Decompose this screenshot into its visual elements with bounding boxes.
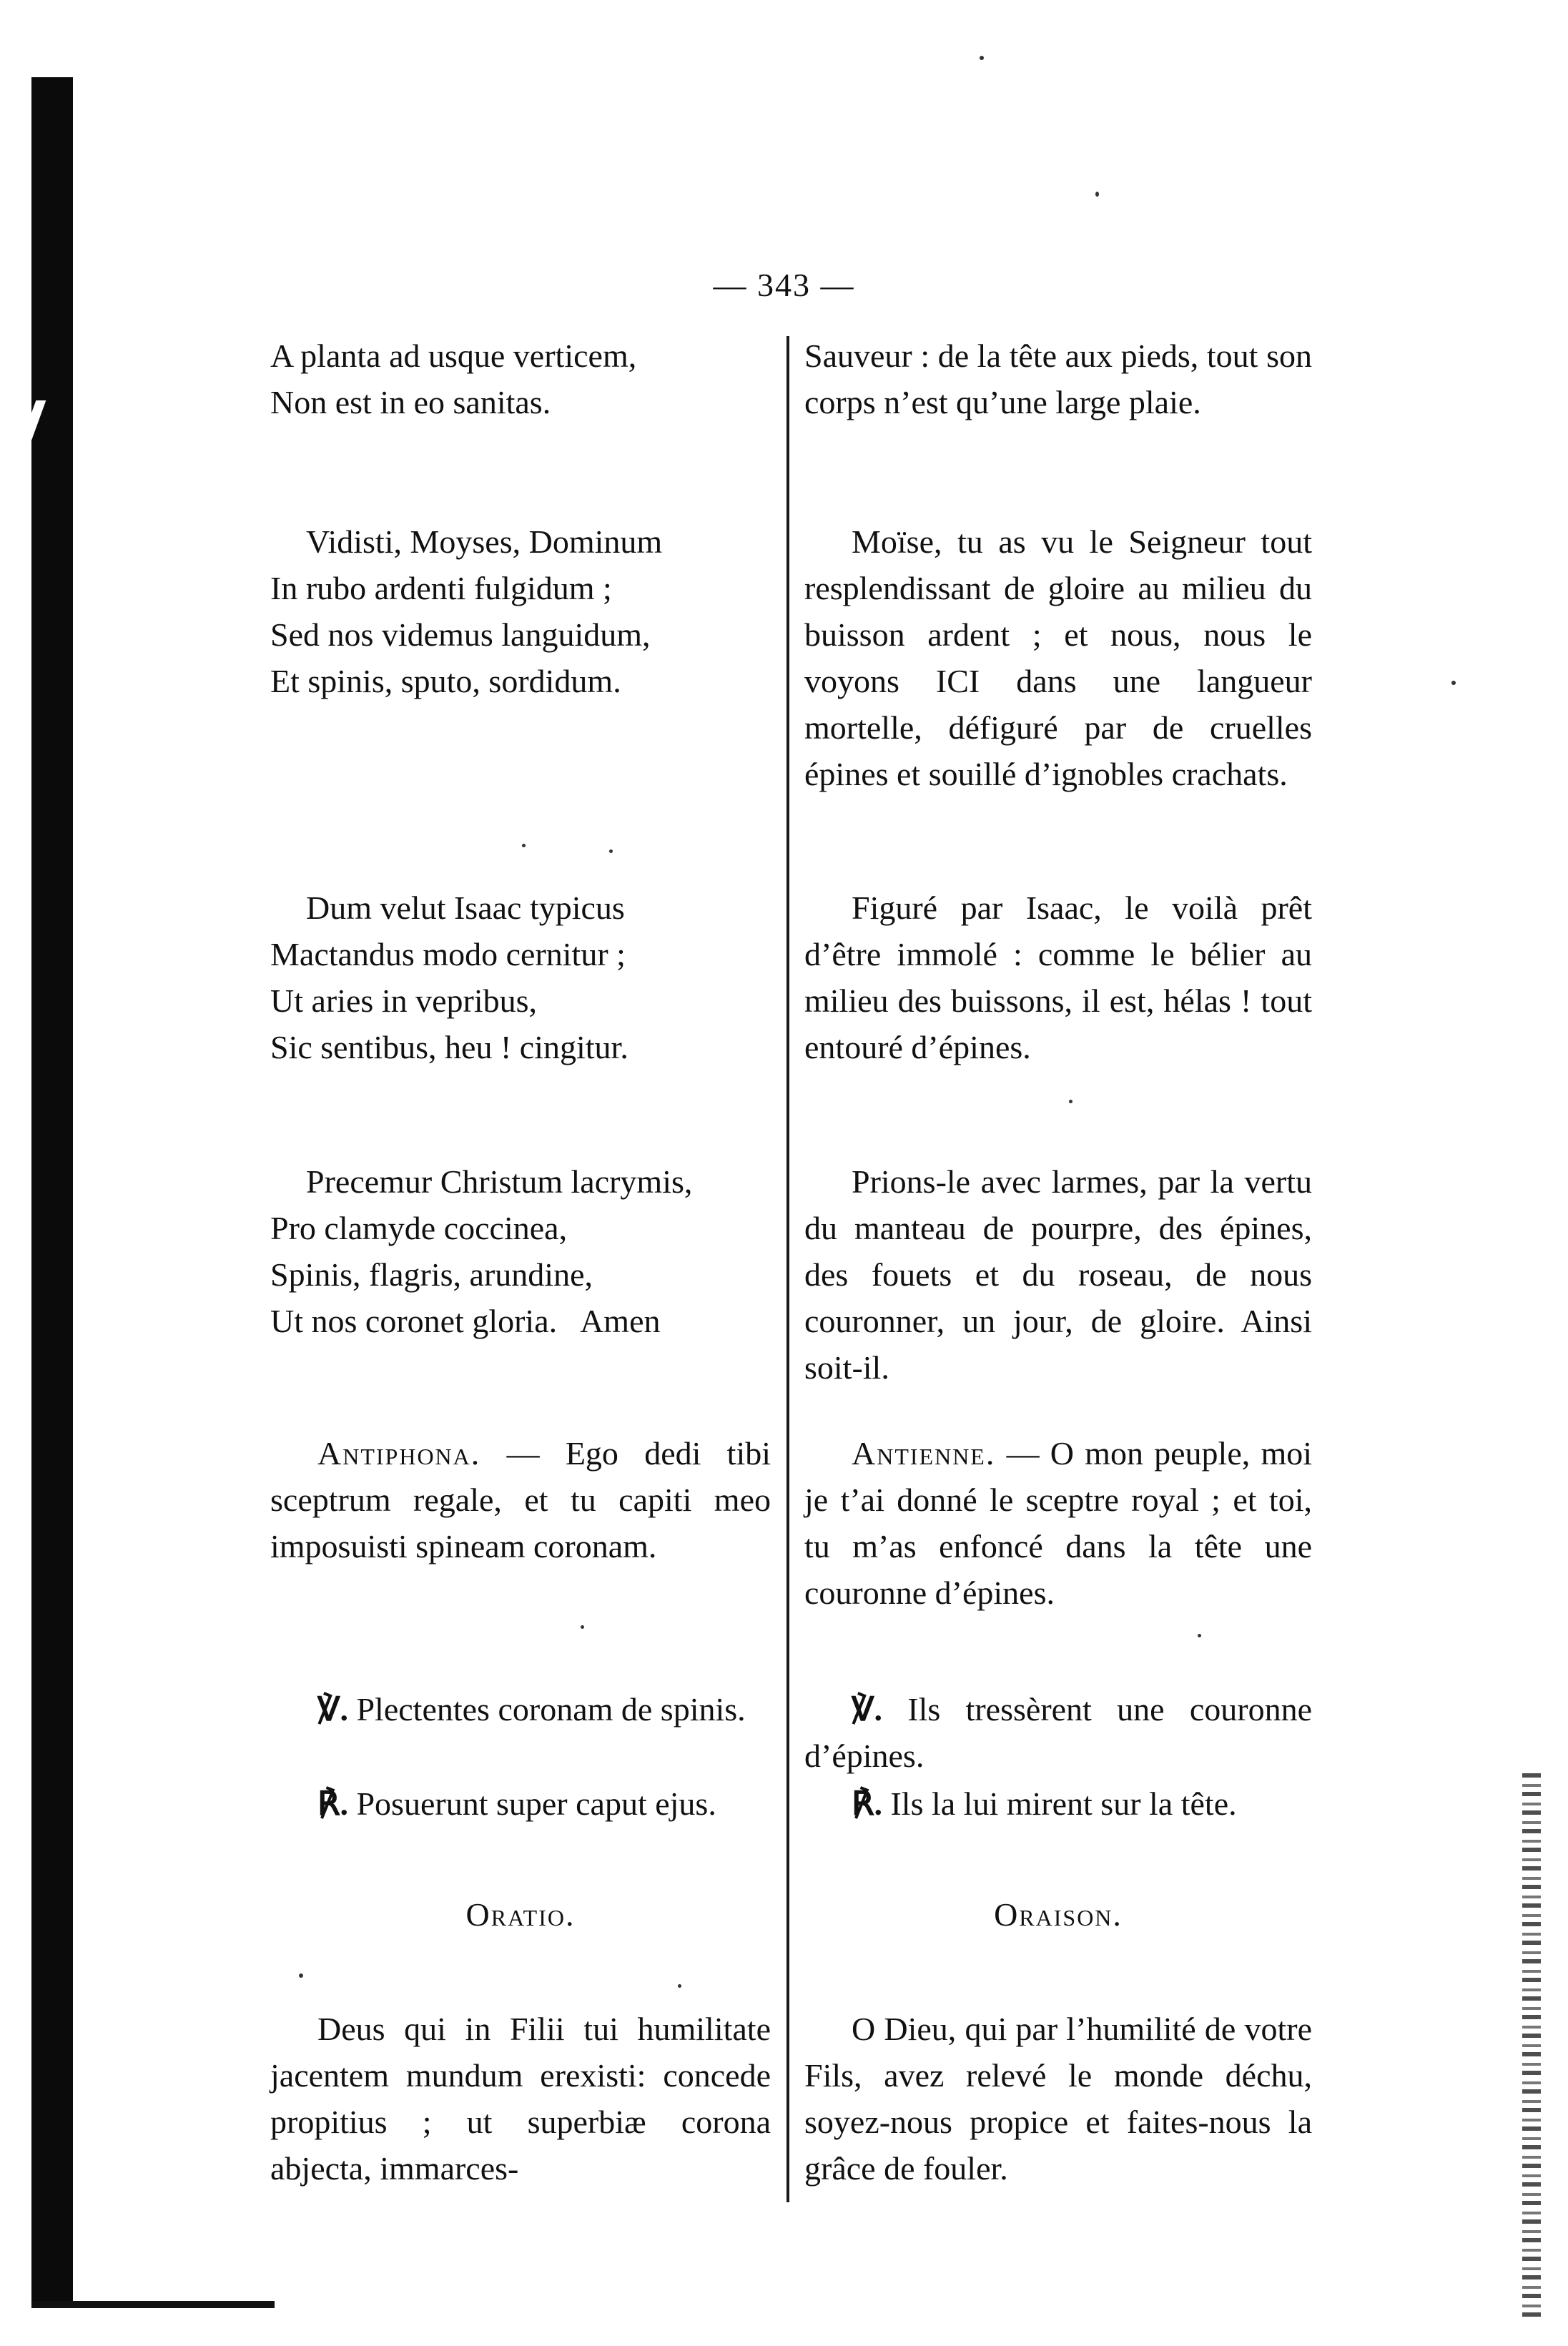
- versicle-text: Ils tressèrent une couronne d’épines.: [804, 1691, 1313, 1774]
- prayer-paragraph: Deus qui in Filii tui humilitate jacentem mundum erexisti: concede propitius ; ut superbiæ corona abjecta, immarces-: [270, 2011, 771, 2187]
- verse-line: Spinis, flagris, arundine,: [270, 1256, 593, 1293]
- scan-speck: [980, 56, 984, 60]
- antienne-text: — O mon peuple, moi je t’ai donné le sceptre royal ; et toi, tu m’as enfoncé dans la tête une couronne d’épines.: [804, 1435, 1312, 1611]
- antiphon-label: Antiphona.: [317, 1435, 481, 1472]
- verse-line: In rubo ardenti fulgidum ;: [270, 570, 612, 606]
- verse-line: Mactandus modo cernitur ;: [270, 936, 626, 972]
- verse-line: Dum velut Isaac typicus: [306, 889, 625, 926]
- response-paragraph: [804, 1780, 1312, 1827]
- scan-speck: [581, 1625, 584, 1629]
- prayer-paragraph: O Dieu, qui par l’humilité de votre Fils, avez relevé le monde déchu, soyez-nous propice et faites-nous la grâce de fouler.: [804, 2011, 1312, 2187]
- scan-speck: [1451, 681, 1456, 685]
- latin-stanza-3: [270, 884, 771, 1070]
- versicle-symbol: ℣.: [317, 1691, 348, 1728]
- latin-stanza-4: [270, 1158, 771, 1344]
- response-text: Posuerunt super caput ejus.: [356, 1785, 716, 1822]
- scan-speck: [299, 1973, 303, 1978]
- versicle-text: Plectentes coronam de spinis.: [356, 1691, 746, 1728]
- verse-line: Ut aries in vepribus,: [270, 982, 538, 1019]
- scan-speck: [678, 1984, 681, 1988]
- verse-line: Precemur Christum lacrymis,: [306, 1163, 693, 1200]
- verse-line: Et spinis, sputo, sordidum.: [270, 663, 621, 699]
- verse-line: A planta ad usque verticem,: [270, 337, 637, 374]
- latin-stanza-2: [270, 518, 771, 704]
- verse-line: Sed nos videmus languidum,: [270, 616, 651, 653]
- page-number: — 343 —: [713, 267, 855, 303]
- versicle-paragraph: [270, 1686, 771, 1733]
- prayer-heading: Oraison.: [994, 1896, 1123, 1933]
- antienne-label: Antienne.: [852, 1435, 996, 1472]
- binding-edge-foot: [31, 2301, 275, 2308]
- prayer-heading: Oratio.: [465, 1896, 576, 1933]
- antiphon-paragraph: [270, 1430, 771, 1569]
- verse-line: Pro clamyde coccinea,: [270, 1210, 568, 1246]
- versicle-paragraph: [804, 1686, 1312, 1779]
- verse-line: Sic sentibus, heu ! cingitur.: [270, 1029, 628, 1065]
- response-paragraph: [270, 1780, 771, 1827]
- response-symbol: ℟.: [317, 1785, 348, 1822]
- french-paragraph-2: Moïse, tu as vu le Seigneur tout resplendissant de gloire au milieu du buisson ardent ; et nous, nous le voyons ICI dans une langueur mortelle, défiguré par de cruelles épines et souillé d’ignobles crachats.: [804, 523, 1312, 792]
- scan-speck: [522, 844, 526, 847]
- scan-speck: [609, 849, 613, 853]
- french-paragraph-1: Sauveur : de la tête aux pieds, tout son corps n’est qu’une large plaie.: [804, 337, 1312, 420]
- scan-speck: [1069, 1100, 1073, 1103]
- antiphon-text: — Ego dedi tibi sceptrum regale, et tu capiti meo imposuisti spineam coronam.: [270, 1435, 771, 1564]
- versicle-symbol: ℣.: [852, 1691, 882, 1728]
- scan-speck: [1095, 192, 1099, 197]
- scan-edge-noise: [1522, 1773, 1541, 2317]
- response-text: Ils la lui mirent sur la tête.: [890, 1785, 1237, 1822]
- antienne-paragraph: [804, 1430, 1312, 1616]
- column-divider: [787, 336, 789, 2202]
- latin-stanza-1: [270, 332, 771, 425]
- scan-speck: [1198, 1634, 1201, 1637]
- verse-line: Non est in eo sanitas.: [270, 384, 551, 420]
- response-symbol: ℟.: [852, 1785, 882, 1822]
- verse-line: Vidisti, Moyses, Dominum: [306, 523, 663, 560]
- french-paragraph-3: Figuré par Isaac, le voilà prêt d’être immolé : comme le bélier au milieu des buissons, il est, hélas ! tout entouré d’épines.: [804, 889, 1312, 1065]
- french-paragraph-4: Prions-le avec larmes, par la vertu du manteau de pourpre, des épines, des fouets et du roseau, de nous couronner, un jour, de gloire. Ainsi soit-il.: [804, 1163, 1312, 1386]
- verse-line: Ut nos coronet gloria. Amen: [270, 1303, 661, 1339]
